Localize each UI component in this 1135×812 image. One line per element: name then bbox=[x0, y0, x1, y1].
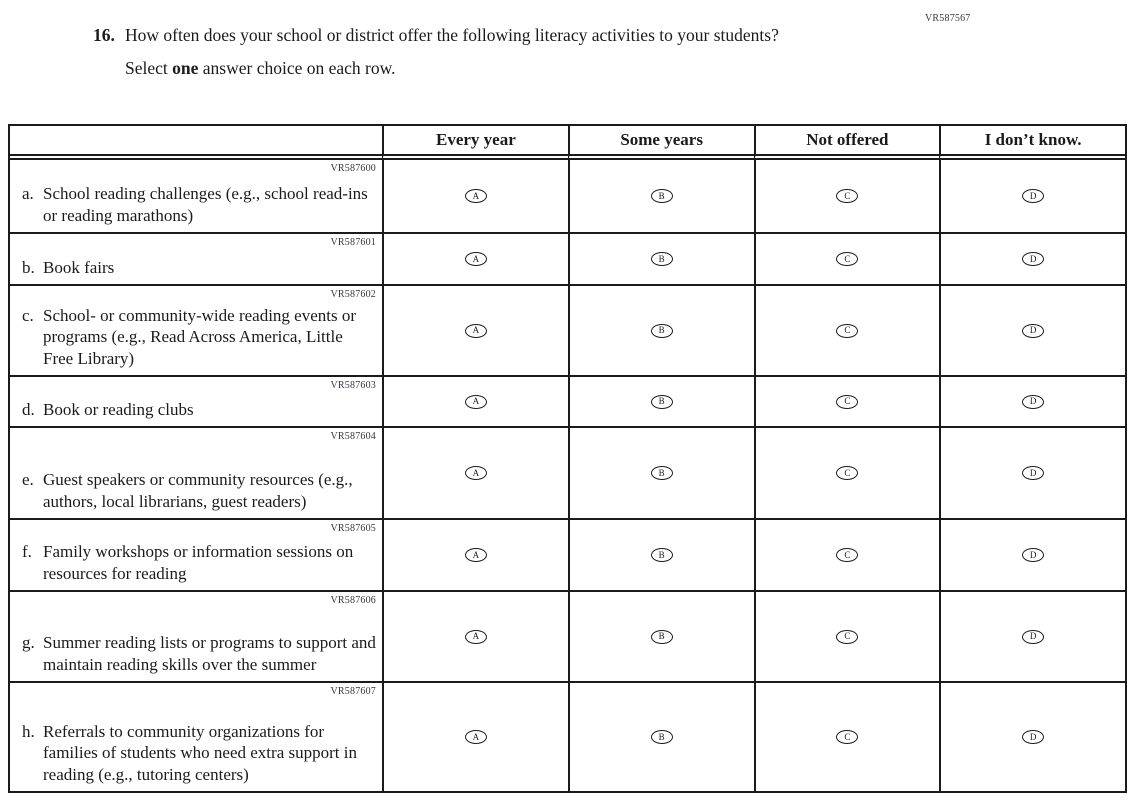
item-label bbox=[22, 632, 376, 675]
question-text: How often does your school or district offer the following literacy activities to your students? bbox=[125, 25, 779, 45]
answer-bubble-b[interactable] bbox=[651, 466, 673, 480]
answer-bubble-d[interactable] bbox=[1022, 466, 1044, 480]
item-marker: c. bbox=[22, 305, 34, 325]
question-number: 16. bbox=[93, 25, 115, 45]
option-cell-not-offered bbox=[754, 592, 940, 681]
bubble-letter: D bbox=[1029, 731, 1037, 742]
item-label-text: School reading challenges (e.g., school read-ins or reading marathons) bbox=[43, 184, 368, 225]
bubble-letter: A bbox=[472, 325, 480, 335]
item-marker: b. bbox=[22, 257, 35, 277]
answer-bubble-a[interactable] bbox=[465, 630, 487, 644]
item-label bbox=[22, 721, 376, 786]
bubble-letter: D bbox=[1029, 396, 1037, 406]
column-header-label: I don’t know. bbox=[984, 130, 1082, 149]
answer-bubble-b[interactable] bbox=[651, 730, 673, 744]
bubble-letter: D bbox=[1029, 325, 1037, 335]
bubble-letter: A bbox=[472, 396, 480, 406]
answer-bubble-a[interactable] bbox=[465, 252, 487, 266]
item-marker: e. bbox=[22, 470, 34, 489]
answer-bubble-d[interactable] bbox=[1022, 395, 1044, 409]
activity-label-cell bbox=[10, 428, 382, 518]
bubble-letter: D bbox=[1029, 549, 1037, 560]
bubble-letter: B bbox=[658, 190, 665, 201]
activity-label-cell bbox=[10, 286, 382, 375]
answer-bubble-a[interactable] bbox=[465, 730, 487, 744]
answer-bubble-d[interactable] bbox=[1022, 630, 1044, 644]
table-corner-cell bbox=[10, 126, 382, 160]
table-row bbox=[10, 518, 1125, 590]
option-cell-some-years bbox=[568, 428, 754, 518]
answer-bubble-b[interactable] bbox=[651, 630, 673, 644]
bubble-letter: A bbox=[472, 253, 480, 264]
instruction-prefix: Select bbox=[125, 58, 173, 78]
table-row bbox=[10, 590, 1125, 681]
table-body bbox=[10, 160, 1125, 791]
activity-label-cell bbox=[10, 234, 382, 284]
item-label-text: Referrals to community organizations for families of students who need extra support in reading (e.g., tutoring centers) bbox=[43, 721, 357, 784]
column-header-some-years bbox=[568, 126, 754, 160]
table-row bbox=[10, 232, 1125, 284]
option-cell-some-years bbox=[568, 683, 754, 791]
question-instruction bbox=[125, 57, 855, 80]
option-cell-some-years bbox=[568, 160, 754, 232]
option-cell-not-offered bbox=[754, 234, 940, 284]
activity-label-cell bbox=[10, 683, 382, 791]
option-cell-i-dont-know bbox=[939, 234, 1125, 284]
column-header-i-dont-know bbox=[939, 126, 1125, 160]
item-code: VR587601 bbox=[330, 237, 376, 248]
option-cell-i-dont-know bbox=[939, 160, 1125, 232]
column-header-every-year bbox=[382, 126, 568, 160]
option-cell-some-years bbox=[568, 592, 754, 681]
bubble-letter: C bbox=[844, 467, 851, 478]
bubble-letter: B bbox=[658, 631, 665, 641]
bubble-letter: B bbox=[658, 731, 665, 742]
option-cell-not-offered bbox=[754, 160, 940, 232]
activity-label-cell bbox=[10, 160, 382, 232]
item-label-text: Guest speakers or community resources (e.g., authors, local librarians, guest readers) bbox=[43, 470, 353, 511]
bubble-letter: B bbox=[658, 253, 665, 264]
answer-bubble-a[interactable] bbox=[465, 466, 487, 480]
item-marker: g. bbox=[22, 633, 35, 652]
item-label-text: Family workshops or information sessions on resources for reading bbox=[43, 542, 354, 583]
option-cell-some-years bbox=[568, 286, 754, 375]
table-row bbox=[10, 375, 1125, 426]
item-label bbox=[22, 399, 376, 421]
bubble-letter: C bbox=[844, 549, 851, 560]
column-header-label: Some years bbox=[620, 130, 703, 149]
item-label bbox=[22, 257, 376, 279]
answer-bubble-c[interactable] bbox=[836, 324, 858, 338]
item-code: VR587604 bbox=[330, 431, 376, 442]
option-cell-i-dont-know bbox=[939, 377, 1125, 426]
option-cell-every-year bbox=[382, 520, 568, 590]
item-label-text: Book fairs bbox=[43, 257, 115, 277]
item-label-text: Summer reading lists or programs to support and maintain reading skills over the summer bbox=[43, 633, 376, 674]
instruction-bold-word: one bbox=[172, 58, 199, 78]
activity-label-cell bbox=[10, 520, 382, 590]
option-cell-some-years bbox=[568, 234, 754, 284]
table-row bbox=[10, 284, 1125, 375]
option-cell-not-offered bbox=[754, 286, 940, 375]
table-row bbox=[10, 160, 1125, 232]
bubble-letter: C bbox=[844, 631, 851, 641]
option-cell-i-dont-know bbox=[939, 683, 1125, 791]
bubble-letter: A bbox=[472, 549, 480, 560]
bubble-letter: C bbox=[844, 253, 851, 264]
bubble-letter: D bbox=[1029, 190, 1037, 201]
activity-label-cell bbox=[10, 377, 382, 426]
answer-bubble-d[interactable] bbox=[1022, 324, 1044, 338]
item-label bbox=[22, 541, 376, 584]
answer-bubble-b[interactable] bbox=[651, 189, 673, 203]
bubble-letter: A bbox=[472, 190, 480, 201]
option-cell-every-year bbox=[382, 683, 568, 791]
option-cell-not-offered bbox=[754, 428, 940, 518]
item-marker: d. bbox=[22, 399, 35, 419]
option-cell-every-year bbox=[382, 160, 568, 232]
question-body bbox=[125, 24, 855, 80]
answer-bubble-d[interactable] bbox=[1022, 730, 1044, 744]
item-code: VR587605 bbox=[330, 523, 376, 534]
bubble-letter: A bbox=[472, 631, 480, 641]
item-label-text: Book or reading clubs bbox=[43, 399, 194, 419]
table-row bbox=[10, 426, 1125, 518]
option-cell-not-offered bbox=[754, 377, 940, 426]
bubble-letter: B bbox=[658, 467, 665, 478]
option-cell-i-dont-know bbox=[939, 286, 1125, 375]
question-block bbox=[93, 24, 1135, 80]
answer-bubble-b[interactable] bbox=[651, 548, 673, 562]
option-cell-i-dont-know bbox=[939, 592, 1125, 681]
item-code: VR587602 bbox=[330, 289, 376, 300]
bubble-letter: B bbox=[658, 396, 665, 406]
option-cell-i-dont-know bbox=[939, 520, 1125, 590]
item-label bbox=[22, 469, 376, 512]
column-header-label: Every year bbox=[435, 130, 516, 149]
bubble-letter: B bbox=[658, 549, 665, 560]
option-cell-every-year bbox=[382, 592, 568, 681]
answer-bubble-c[interactable] bbox=[836, 630, 858, 644]
answer-bubble-c[interactable] bbox=[836, 252, 858, 266]
table-header-row bbox=[10, 126, 1125, 160]
answer-bubble-c[interactable] bbox=[836, 466, 858, 480]
item-label bbox=[22, 183, 376, 226]
form-code: VR587567 bbox=[925, 13, 971, 24]
bubble-letter: C bbox=[844, 325, 851, 335]
option-cell-i-dont-know bbox=[939, 428, 1125, 518]
option-cell-every-year bbox=[382, 286, 568, 375]
option-cell-every-year bbox=[382, 234, 568, 284]
activity-label-cell bbox=[10, 592, 382, 681]
answer-bubble-c[interactable] bbox=[836, 189, 858, 203]
item-marker: h. bbox=[22, 721, 35, 741]
answer-bubble-d[interactable] bbox=[1022, 252, 1044, 266]
answer-bubble-a[interactable] bbox=[465, 324, 487, 338]
option-cell-every-year bbox=[382, 428, 568, 518]
item-code: VR587600 bbox=[330, 163, 376, 174]
item-code: VR587606 bbox=[330, 595, 376, 606]
bubble-letter: C bbox=[844, 396, 851, 406]
item-code: VR587607 bbox=[330, 686, 376, 697]
answer-bubble-c[interactable] bbox=[836, 548, 858, 562]
answer-bubble-b[interactable] bbox=[651, 324, 673, 338]
item-marker: a. bbox=[22, 184, 34, 203]
bubble-letter: A bbox=[472, 731, 480, 742]
answer-bubble-a[interactable] bbox=[465, 395, 487, 409]
bubble-letter: C bbox=[844, 731, 851, 742]
instruction-suffix: answer choice on each row. bbox=[198, 58, 396, 78]
answer-bubble-d[interactable] bbox=[1022, 548, 1044, 562]
option-cell-some-years bbox=[568, 520, 754, 590]
bubble-letter: C bbox=[844, 190, 851, 201]
answer-bubble-b[interactable] bbox=[651, 252, 673, 266]
answer-bubble-d[interactable] bbox=[1022, 189, 1044, 203]
bubble-letter: B bbox=[658, 325, 665, 335]
answer-table bbox=[8, 124, 1127, 793]
answer-bubble-c[interactable] bbox=[836, 395, 858, 409]
item-marker: f. bbox=[22, 542, 32, 561]
item-code: VR587603 bbox=[330, 380, 376, 391]
column-header-label: Not offered bbox=[806, 130, 889, 149]
answer-bubble-b[interactable] bbox=[651, 395, 673, 409]
option-cell-every-year bbox=[382, 377, 568, 426]
table-row bbox=[10, 681, 1125, 791]
bubble-letter: D bbox=[1029, 467, 1037, 478]
bubble-letter: D bbox=[1029, 631, 1037, 641]
bubble-letter: A bbox=[472, 467, 480, 478]
answer-bubble-a[interactable] bbox=[465, 548, 487, 562]
answer-bubble-a[interactable] bbox=[465, 189, 487, 203]
item-label bbox=[22, 305, 376, 370]
option-cell-some-years bbox=[568, 377, 754, 426]
option-cell-not-offered bbox=[754, 683, 940, 791]
item-label-text: School- or community-wide reading events or programs (e.g., Read Across America, Little Free Library) bbox=[43, 305, 357, 368]
column-header-not-offered bbox=[754, 126, 940, 160]
answer-bubble-c[interactable] bbox=[836, 730, 858, 744]
option-cell-not-offered bbox=[754, 520, 940, 590]
bubble-letter: D bbox=[1029, 253, 1037, 264]
